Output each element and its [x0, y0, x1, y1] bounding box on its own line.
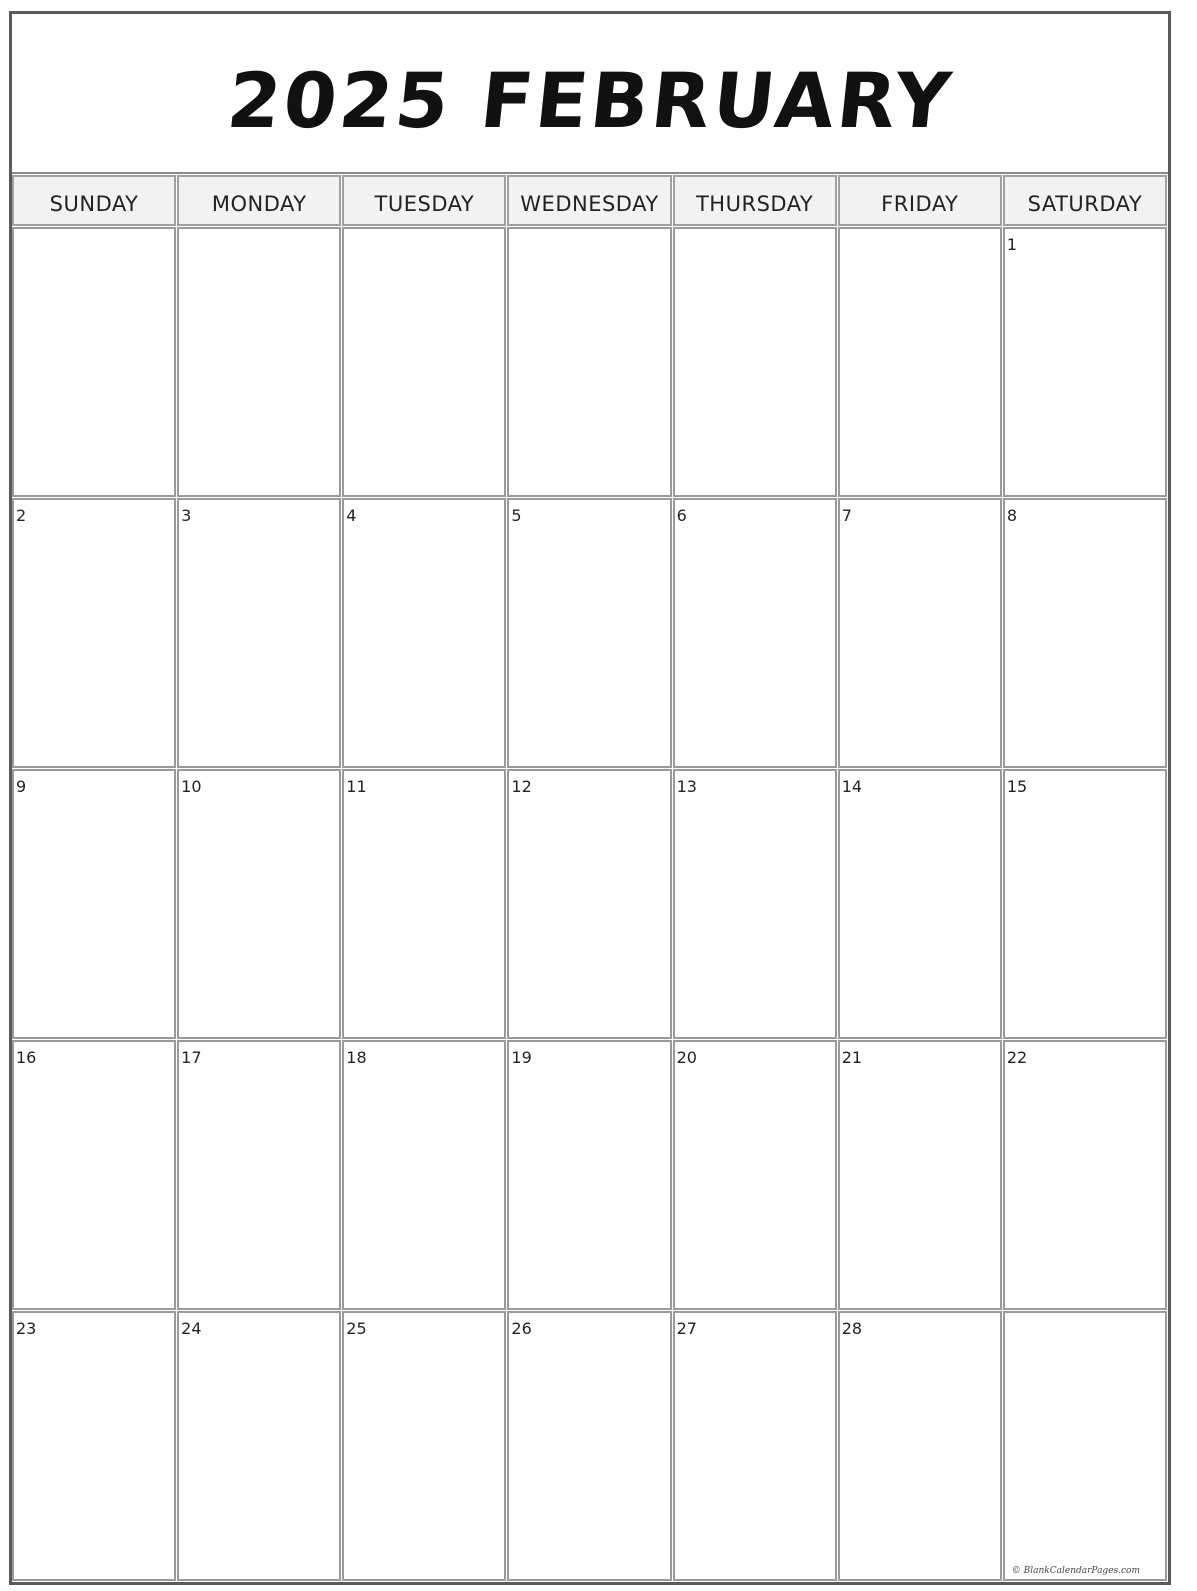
- day-number: 7: [841, 506, 852, 525]
- day-cell[interactable]: [342, 227, 506, 497]
- calendar-page: [9, 11, 1171, 1585]
- day-number: 2: [16, 506, 27, 525]
- title-bar: [12, 14, 1168, 174]
- day-cell[interactable]: [1003, 498, 1167, 768]
- day-number: 13: [676, 777, 697, 796]
- day-number: 17: [181, 1048, 202, 1067]
- day-number: 19: [511, 1048, 532, 1067]
- day-number: 1: [1006, 235, 1018, 254]
- day-number: 14: [841, 777, 863, 796]
- day-number: 26: [511, 1319, 532, 1338]
- day-number: 27: [676, 1319, 697, 1338]
- day-cell[interactable]: [1003, 1040, 1167, 1310]
- day-cell[interactable]: [177, 1311, 341, 1581]
- day-cell[interactable]: [342, 1040, 506, 1310]
- day-number: 9: [16, 777, 27, 796]
- day-cell[interactable]: [838, 498, 1002, 768]
- day-cell[interactable]: [342, 769, 506, 1039]
- day-cell[interactable]: [507, 1040, 671, 1310]
- day-number: 8: [1006, 506, 1018, 525]
- day-cell[interactable]: [12, 227, 176, 497]
- day-number: 28: [841, 1319, 863, 1338]
- day-number: 12: [511, 777, 532, 796]
- weekday-header-saturday: SATURDAY: [1003, 175, 1167, 226]
- day-number: 10: [181, 777, 202, 796]
- day-cell[interactable]: [1003, 1311, 1167, 1581]
- weekday-header-friday: FRIDAY: [838, 175, 1002, 226]
- day-cell[interactable]: [507, 498, 671, 768]
- day-cell[interactable]: [12, 498, 176, 768]
- day-number: 11: [346, 777, 367, 796]
- day-number: 6: [676, 506, 687, 525]
- day-number: 5: [511, 506, 522, 525]
- day-number: 23: [16, 1319, 37, 1338]
- day-cell[interactable]: [673, 498, 837, 768]
- weekday-header-tuesday: TUESDAY: [342, 175, 506, 226]
- day-cell[interactable]: [673, 1311, 837, 1581]
- day-cell[interactable]: [838, 1311, 1002, 1581]
- day-number: 4: [346, 506, 357, 525]
- day-cell[interactable]: [12, 1311, 176, 1581]
- day-number: 15: [1006, 777, 1028, 796]
- day-cell[interactable]: [673, 769, 837, 1039]
- day-number: 22: [1006, 1048, 1028, 1067]
- day-number: 20: [676, 1048, 697, 1067]
- day-number: 18: [346, 1048, 367, 1067]
- day-cell[interactable]: [1003, 227, 1167, 497]
- calendar-grid: [12, 175, 1168, 1582]
- weekday-header-monday: MONDAY: [177, 175, 341, 226]
- day-cell[interactable]: [12, 769, 176, 1039]
- day-cell[interactable]: [507, 227, 671, 497]
- calendar-title: 2025 FEBRUARY: [222, 55, 958, 145]
- day-number: 21: [841, 1048, 863, 1067]
- day-number: 25: [346, 1319, 367, 1338]
- day-cell[interactable]: [177, 498, 341, 768]
- day-cell[interactable]: [177, 1040, 341, 1310]
- day-cell[interactable]: [1003, 769, 1167, 1039]
- day-number: 24: [181, 1319, 202, 1338]
- day-cell[interactable]: [342, 1311, 506, 1581]
- day-cell[interactable]: [177, 769, 341, 1039]
- footer-credit[interactable]: © BlankCalendarPages.com: [1011, 1566, 1140, 1576]
- day-cell[interactable]: [507, 1311, 671, 1581]
- day-cell[interactable]: [673, 1040, 837, 1310]
- day-cell[interactable]: [838, 769, 1002, 1039]
- day-number: 16: [16, 1048, 37, 1067]
- weekday-header-wednesday: WEDNESDAY: [507, 175, 671, 226]
- weekday-header-thursday: THURSDAY: [673, 175, 837, 226]
- weekday-header-sunday: SUNDAY: [12, 175, 176, 226]
- day-cell[interactable]: [342, 498, 506, 768]
- day-cell[interactable]: [507, 769, 671, 1039]
- day-cell[interactable]: [838, 1040, 1002, 1310]
- day-cell[interactable]: [12, 1040, 176, 1310]
- day-cell[interactable]: [177, 227, 341, 497]
- day-number: 3: [181, 506, 192, 525]
- day-cell[interactable]: [673, 227, 837, 497]
- day-cell[interactable]: [838, 227, 1002, 497]
